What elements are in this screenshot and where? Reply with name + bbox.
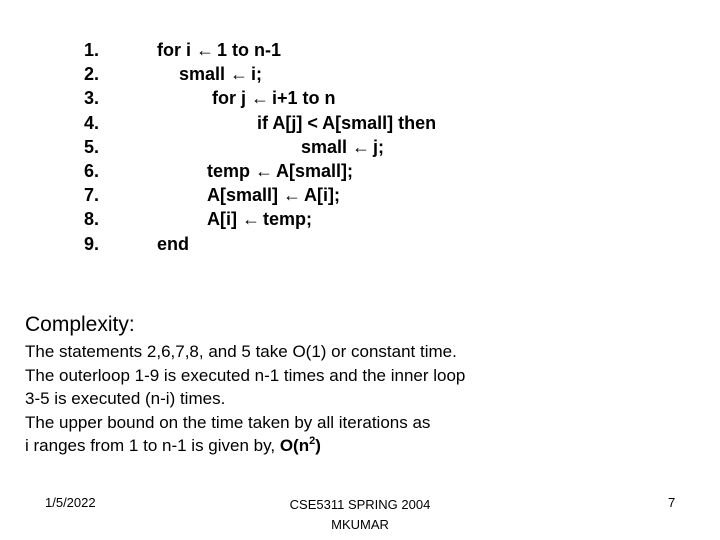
code-text: A[small] (207, 185, 279, 206)
code-text: A[i] (207, 209, 237, 230)
code-line-4 (0, 111, 720, 135)
left-arrow-icon: ← (242, 209, 260, 230)
code-line-8 (0, 207, 720, 231)
left-arrow-icon: ← (230, 64, 249, 85)
code-text: 1 to n-1 (217, 40, 282, 60)
complexity-line (25, 434, 705, 458)
code-text: small (179, 64, 226, 85)
left-arrow-icon: ← (255, 160, 274, 181)
code-text: if A[j] < A[small] then (257, 112, 437, 133)
code-text: temp (207, 160, 251, 181)
code-line-5 (0, 135, 720, 159)
line-number: 1. (84, 40, 100, 60)
code-line-9 (0, 232, 720, 256)
complexity-line: The statements 2,6,7,8, and 5 take O(1) or constant time. (25, 342, 457, 361)
big-o-bound (280, 436, 321, 455)
line-number: 3. (84, 88, 100, 109)
code-line-1 (0, 38, 720, 62)
line-number: 5. (84, 136, 100, 157)
complexity-heading: Complexity: (25, 313, 135, 336)
code-text: i; (251, 64, 263, 85)
left-arrow-icon: ← (196, 40, 214, 60)
left-arrow-icon: ← (352, 136, 371, 157)
code-text: j; (373, 136, 385, 157)
code-text: A[i]; (304, 185, 340, 206)
line-number: 2. (84, 64, 100, 85)
line-number: 4. (84, 112, 100, 133)
big-o-close: ) (315, 436, 321, 455)
code-line-7 (0, 183, 720, 207)
code-text: end (157, 233, 190, 254)
complexity-text (25, 340, 705, 458)
line-number: 8. (84, 209, 100, 230)
code-text: small (301, 136, 348, 157)
code-line-3 (0, 86, 720, 110)
left-arrow-icon: ← (283, 185, 302, 206)
footer-author: MKUMAR (331, 517, 389, 532)
footer-date: 1/5/2022 (45, 495, 96, 510)
big-o-text: O(n (279, 436, 310, 455)
line-number: 7. (84, 185, 100, 206)
code-text: i+1 to n (272, 88, 336, 109)
footer-course-info (260, 495, 460, 535)
complexity-line: The outerloop 1-9 is executed n-1 times and the inner loop (25, 365, 466, 385)
footer-course: CSE5311 SPRING 2004 (289, 497, 431, 512)
code-text: for j (212, 88, 246, 109)
code-line-6 (0, 159, 720, 183)
code-text: for i (157, 40, 191, 60)
pseudocode (0, 38, 720, 256)
code-text: temp; (263, 209, 312, 230)
line-number: 6. (84, 160, 100, 181)
big-o-exponent: 2 (309, 435, 316, 447)
complexity-line: The upper bound on the time taken by all iterations as (25, 412, 431, 432)
left-arrow-icon: ← (251, 88, 269, 109)
complexity-line: 3-5 is executed (n-i) times. (25, 389, 226, 408)
code-text: A[small]; (276, 160, 354, 181)
slide-number: 7 (668, 495, 676, 510)
complexity-line-prefix: i ranges from 1 to n-1 is given by, (25, 436, 280, 455)
line-number: 9. (84, 233, 100, 254)
code-line-2 (0, 62, 720, 86)
